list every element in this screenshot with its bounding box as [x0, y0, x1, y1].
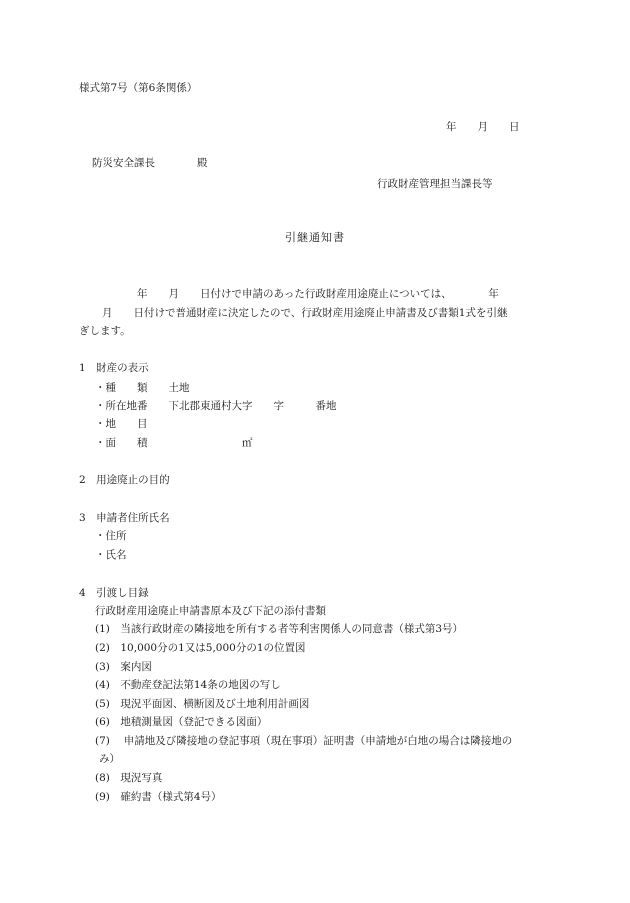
body-line-3: ぎします。 [79, 325, 131, 337]
handover-item: (1) 当該行政財産の隣接地を所有する者等利害関係人の同意書（様式第3号） [95, 623, 464, 635]
property-area: ・面 積 ㎡ [95, 437, 253, 449]
handover-item: (3) 案内図 [95, 661, 152, 673]
section-property-heading: 1 財産の表示 [79, 362, 149, 374]
sender: 行政財産管理担当課長等 [377, 178, 493, 190]
handover-item: (6) 地積測量図（登記できる図面） [95, 716, 268, 728]
handover-item-continuation: み） [99, 753, 120, 765]
date-line: 年 月 日 [446, 121, 520, 133]
form-label: 様式第7号（第6条関係） [79, 82, 198, 94]
applicant-name: ・氏名 [95, 549, 127, 561]
section-purpose-heading: 2 用途廃止の目的 [79, 474, 170, 486]
property-location: ・所在地番 下北郡東通村大字 字 番地 [95, 400, 337, 412]
section-handover-heading: 4 引渡し目録 [79, 587, 149, 599]
body-line-2: 月 日付けで普通財産に決定したので、行政財産用途廃止申請書及び書類1式を引継 [102, 307, 508, 319]
property-land-category: ・地 目 [95, 418, 148, 430]
handover-item: (9) 確約書（様式第4号） [95, 791, 222, 803]
handover-item: (4) 不動産登記法第14条の地図の写し [95, 679, 281, 691]
document-title: 引継通知書 [285, 231, 345, 244]
body-line-1: 年 月 日付けで申請のあった行政財産用途廃止については、 年 [137, 288, 499, 300]
section-applicant-heading: 3 申請者住所氏名 [79, 512, 170, 524]
addressee: 防災安全課長 殿 [92, 157, 208, 169]
handover-item: (5) 現況平面図、横断図及び土地利用計画図 [95, 698, 310, 710]
applicant-address: ・住所 [95, 530, 127, 542]
handover-item: (2) 10,000分の1又は5,000分の1の位置図 [95, 642, 306, 654]
handover-item: (7) 申請地及び隣接地の登記事項（現在事項）証明書（申請地が白地の場合は隣接地の [95, 735, 513, 747]
property-type: ・種 類 土地 [95, 382, 190, 394]
handover-intro: 行政財産用途廃止申請書原本及び下記の添付書類 [95, 605, 326, 617]
handover-item: (8) 現況写真 [95, 772, 163, 784]
